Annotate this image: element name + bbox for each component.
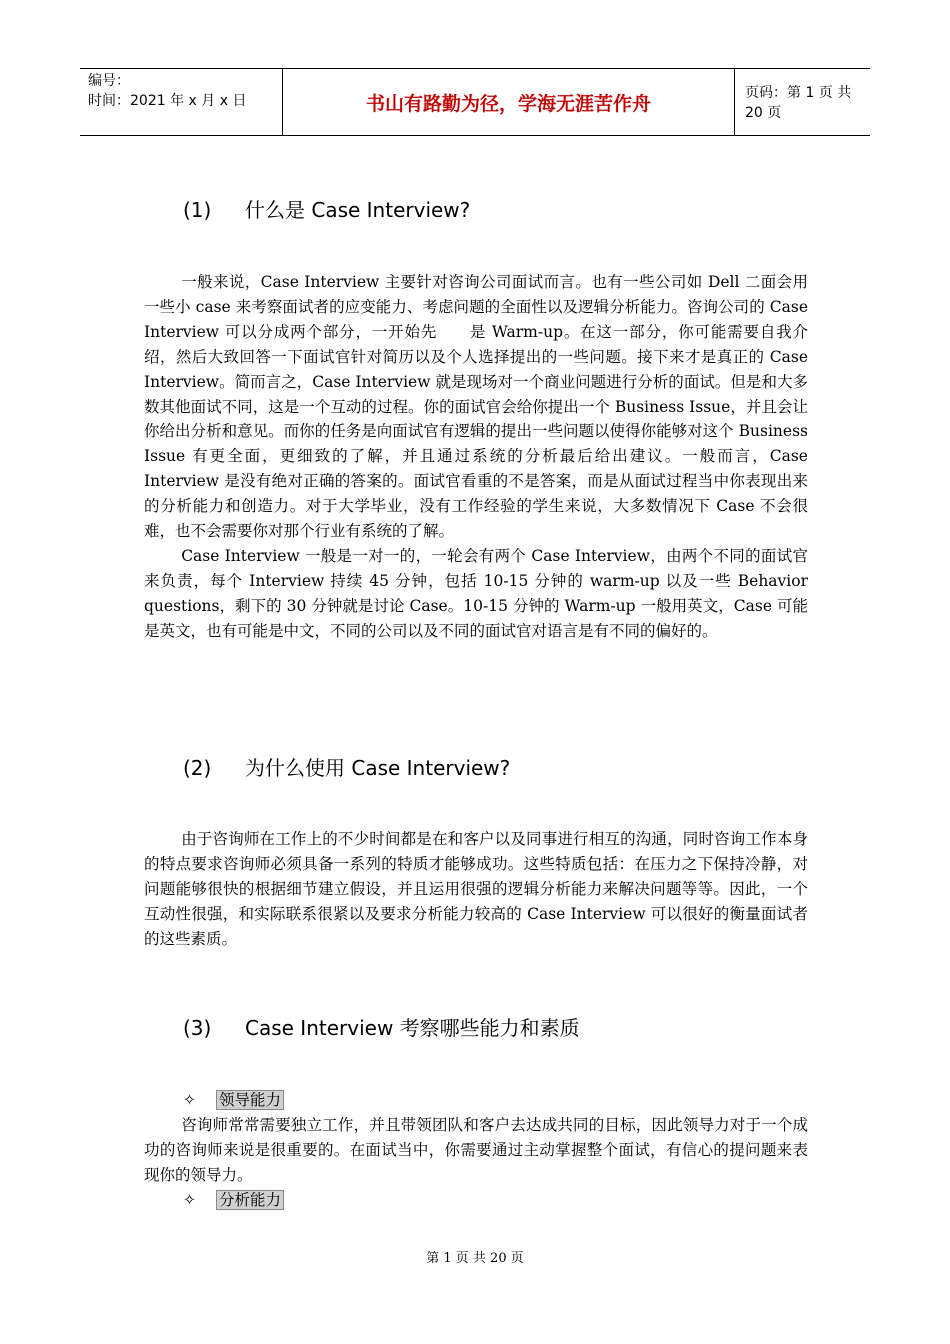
section-number: (3) [183,1016,212,1040]
paragraph: Case Interview 一般是一对一的，一轮会有两个 Case Interview，由两个不同的面试官来负责，每个 Interview 持续 45 分钟，包括 10-15 分钟的 warm-up 以及一些 Behavior questions，剩下的 30 分钟就是讨论 Case。10-15 分钟的 Warm-up 一般用英文，Case 可能是英文，也有可能是中文，不同的公司以及不同的面试官对语言是有不同的偏好的。 [144,546,808,640]
header-table [80,68,870,136]
page-info: 页码：第 1 页 共 20 页 [745,85,852,121]
paragraph: 咨询师常常需要独立工作，并且带领团队和客户去达成共同的目标，因此领导力对于一个成功的咨询师来说是很重要的。在面试当中，你需要通过主动掌握整个面试，有信心的提问题来表现你的领导力。 [144,1116,808,1184]
paragraph: 由于咨询师在工作上的不少时间都是在和客户以及同事进行相互的沟通，同时咨询工作本身的特点要求咨询师必须具备一系列的特质才能够成功。这些特质包括：在压力之下保持冷静，对问题能够很快的根据细节建立假设，并且运用很强的逻辑分析能力来解决问题等等。因此，一个互动性很强，和实际联系很紧以及要求分析能力较高的 Case Interview 可以很好的衡量面试者的这些素质。 [144,830,808,948]
diamond-star-icon: ✧ [183,1091,196,1109]
section-number: (1) [183,198,212,222]
motto: 书山有路勤为径，学海无涯苦作舟 [365,92,651,115]
section-2-heading [183,752,510,781]
paragraph: 一般来说，Case Interview 主要针对咨询公司面试而言。也有一些公司如 Dell 二面会用一些小 case 来考察面试者的应变能力、考虑问题的全面性以及逻辑分析能力。咨询公司的 Case Interview 可以分成两个部分，一开始先 是 Warm-up。在这一部分，你可能需要自我介绍，然后大致回答一下面试官针对简历以及个人选择提出的一些问题。接下来才是真正的 Case Interview。简而言之，Case Interview 就是现场对一个商业问题进行分析的面试。但是和大多数其他面试不同，这是一个互动的过程。你的面试官会给你提出一个 Business Issue，并且会让你给出分析和意见。而你的任务是向面试官有逻辑的提出一些问题以使得你能够对这个 Business Issue 有更全面，更细致的了解，并且通过系统的分析最后给出建议。一般而言，Case Interview 是没有绝对正确的答案的。面试官看重的不是答案，而是从面试过程当中你表现出来的分析能力和创造力。对于大学毕业，没有工作经验的学生来说，大多数情况下 Case 不会很难，也不会需要你对那个行业有系统的了解。 [144,273,808,541]
bullet-analysis [183,1188,284,1212]
header-motto-cell [283,69,735,135]
leadership-body [144,1113,808,1188]
section-1-body [144,270,808,644]
page-footer: 第 1 页 共 20 页 [426,1251,524,1266]
bullet-leadership [183,1088,284,1112]
section-title: Case Interview 考察哪些能力和素质 [245,1016,580,1040]
section-number: (2) [183,756,212,780]
section-1-heading [183,194,470,223]
header-meta-cell [80,69,283,135]
section-3-heading [183,1012,580,1041]
date-label: 时间：2021 年 x 月 x 日 [88,93,247,109]
header-page-cell [735,69,870,135]
section-title: 什么是 Case Interview? [245,198,471,222]
bullet-label: 分析能力 [216,1190,284,1210]
section-title: 为什么使用 Case Interview? [245,756,511,780]
number-label: 编号： [88,73,130,89]
bullet-label: 领导能力 [216,1090,284,1110]
diamond-star-icon: ✧ [183,1191,196,1209]
section-2-body [144,827,808,952]
